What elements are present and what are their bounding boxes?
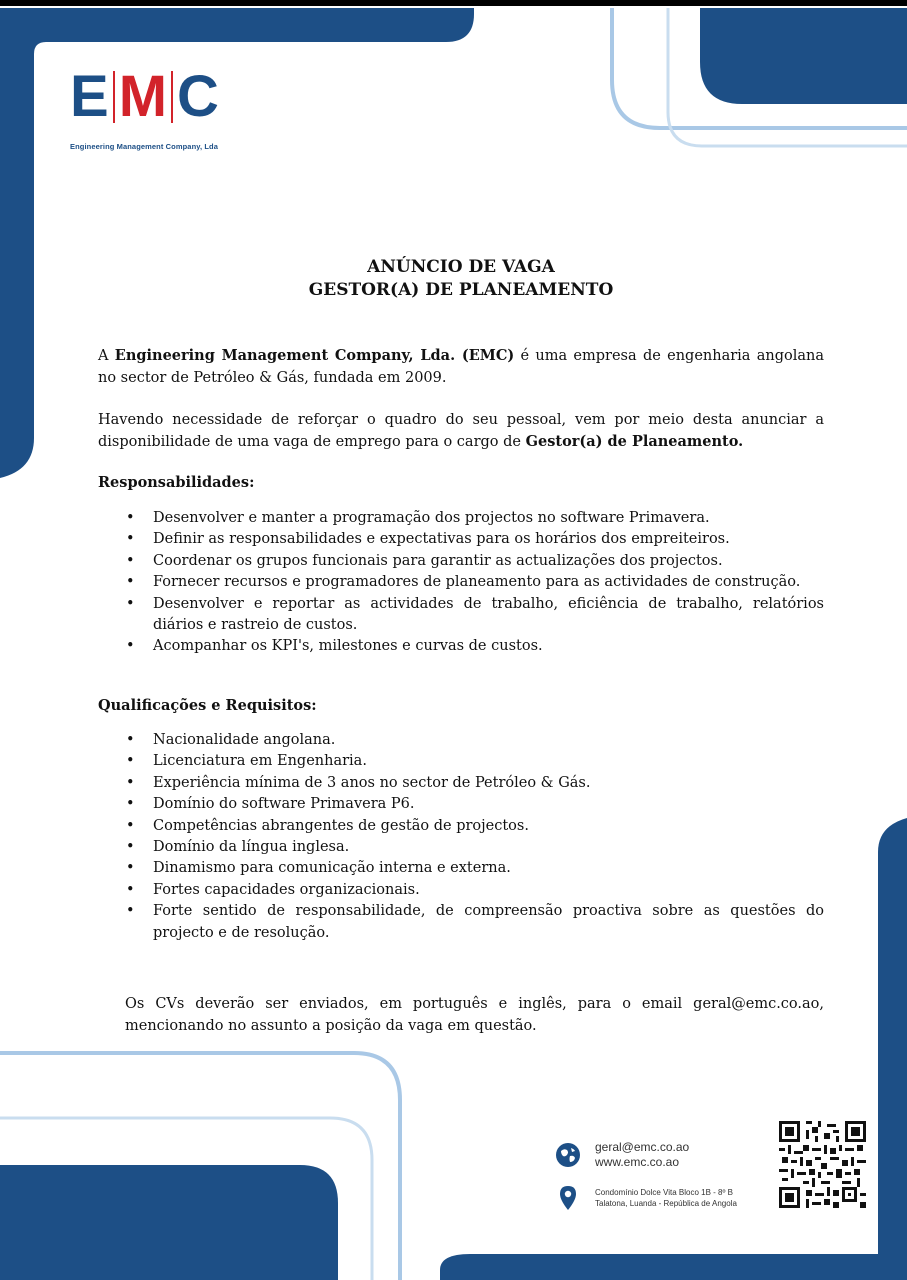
list-item: • Licenciatura em Engenharia. bbox=[98, 751, 824, 772]
list-item: • Experiência mínima de 3 anos no sector de Petróleo & Gás. bbox=[98, 773, 824, 794]
footer-address-line-1: Condomínio Dolce Vita Bloco 1B - 8º B bbox=[595, 1188, 733, 1197]
bottom-left-navy-shape bbox=[0, 1165, 338, 1280]
address-row bbox=[555, 1185, 737, 1211]
list-item: • Dinamismo para comunicação interna e externa. bbox=[98, 858, 824, 879]
list-item: • Domínio da língua inglesa. bbox=[98, 837, 824, 858]
list-item: • Definir as responsabilidades e expectativas para os horários dos empreiteiros. bbox=[98, 529, 824, 550]
vacancy-position: Gestor(a) de Planeamento. bbox=[525, 433, 744, 450]
list-item: • Competências abrangentes de gestão de projectos. bbox=[98, 816, 824, 837]
logo-subtitle: Engineering Management Company, Lda bbox=[70, 142, 218, 151]
company-name: Engineering Management Company, Lda. (EMC) bbox=[114, 347, 515, 364]
list-item: • Fortes capacidades organizacionais. bbox=[98, 880, 824, 901]
intro-prefix: A bbox=[98, 348, 115, 364]
intro-paragraph bbox=[98, 345, 824, 389]
list-item: • Acompanhar os KPI's, milestones e curvas de custos. bbox=[98, 636, 824, 657]
list-item: • Desenvolver e reportar as actividades de trabalho, eficiência de trabalho, relatórios diários e rastreio de custos. bbox=[98, 594, 824, 637]
top-right-navy-shape bbox=[700, 8, 907, 104]
title-line-1: ANÚNCIO DE VAGA bbox=[367, 257, 555, 277]
footer-email[interactable]: geral@emc.co.ao bbox=[595, 1140, 690, 1154]
vacancy-text: Havendo necessidade de reforçar o quadro do seu pessoal, vem por meio desta anunciar a disponibilidade de uma vaga de emprego para o cargo de bbox=[98, 412, 824, 450]
logo-letter-e: E bbox=[70, 64, 109, 129]
qr-code[interactable] bbox=[779, 1121, 866, 1208]
qualifications-heading: Qualificações e Requisitos: bbox=[98, 697, 317, 714]
list-item: • Fornecer recursos e programadores de planeamento para as actividades de construção. bbox=[98, 572, 824, 593]
footer-address-line-2: Talatona, Luanda - República de Angola bbox=[595, 1199, 737, 1208]
list-item: • Nacionalidade angolana. bbox=[98, 730, 824, 751]
list-item: • Desenvolver e manter a programação dos projectos no software Primavera. bbox=[98, 508, 824, 529]
list-item: • Coordenar os grupos funcionais para garantir as actualizações dos projectos. bbox=[98, 551, 824, 572]
responsibilities-list bbox=[98, 508, 824, 658]
footer-website[interactable]: www.emc.co.ao bbox=[595, 1155, 680, 1169]
page-title bbox=[98, 256, 824, 302]
closing-paragraph: Os CVs deverão ser enviados, em português e inglês, para o email geral@emc.co.ao, mencionando no assunto a posição da vaga em questão. bbox=[125, 996, 824, 1034]
list-item: • Forte sentido de responsabilidade, de compreensão proactiva sobre as questões do projecto e de resolução. bbox=[98, 901, 824, 944]
vacancy-paragraph bbox=[98, 409, 824, 453]
right-navy-shape bbox=[878, 818, 907, 1280]
logo-letter-c: C bbox=[177, 64, 219, 129]
web-contact-row bbox=[555, 1140, 689, 1170]
company-logo bbox=[70, 62, 250, 162]
location-pin-icon bbox=[555, 1185, 581, 1211]
globe-icon bbox=[555, 1142, 581, 1168]
responsibilities-heading: Responsabilidades: bbox=[98, 474, 255, 491]
list-item: • Domínio do software Primavera P6. bbox=[98, 794, 824, 815]
intro-rest: é uma empresa de engenharia angolana no sector de Petróleo & Gás, fundada em 2009. bbox=[98, 348, 824, 386]
qualifications-list bbox=[98, 730, 824, 944]
logo-letter-m: M bbox=[118, 64, 168, 129]
bottom-right-navy-shape bbox=[440, 1254, 907, 1280]
title-line-2: GESTOR(A) DE PLANEAMENTO bbox=[308, 280, 614, 300]
